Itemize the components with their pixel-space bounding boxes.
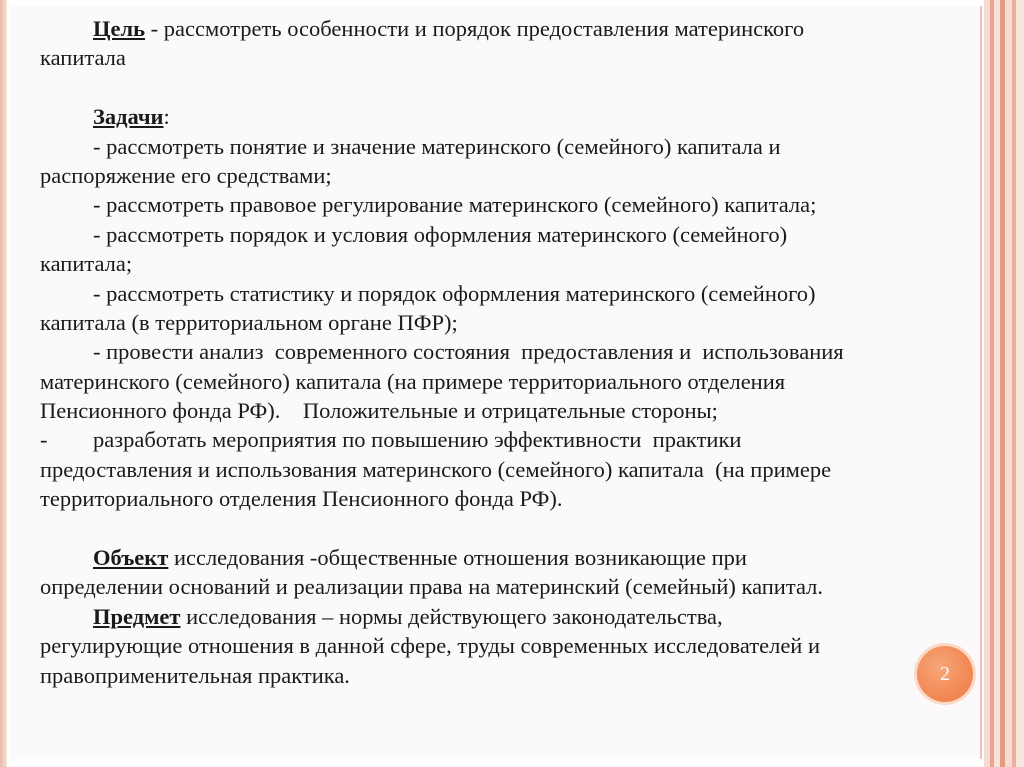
goal-line-1 xyxy=(40,14,952,43)
tasks-label: Задачи xyxy=(93,104,164,130)
task-line-11: - разработать мероприятия по повышению эффективности практики xyxy=(40,427,742,453)
goal-label: Цель xyxy=(93,16,146,41)
task-line-12: предоставления и использования материнского (семейного) капитала (на примере xyxy=(40,456,832,482)
right-stripes-decoration xyxy=(984,0,1024,767)
tasks-heading xyxy=(40,102,952,131)
tasks-colon: : xyxy=(163,104,170,130)
task-line-13: территориального отделения Пенсионного фонда РФ). xyxy=(40,486,563,512)
object-line-2: определении оснований и реализации права на материнский (семейный) капитал. xyxy=(40,574,823,600)
task-line-10: Пенсионного фонда РФ). Положительные и отрицательные стороны; xyxy=(40,398,718,424)
task-line-9: материнского (семейного) капитала (на примере территориального отделения xyxy=(40,368,786,394)
goal-line-2: капитала xyxy=(40,45,126,71)
goal-text-1: - рассмотреть особенности и порядок предоставления материнского xyxy=(145,16,805,41)
left-edge-decoration xyxy=(0,0,7,767)
page-number-badge: 2 xyxy=(917,646,973,702)
task-line-3: - рассмотреть правовое регулирование материнского (семейного) капитала; xyxy=(93,192,817,218)
task-line-8: - провести анализ современного состояния предоставления и использования xyxy=(93,339,844,365)
task-line-2: распоряжение его средствами; xyxy=(40,162,332,188)
task-line-7: капитала (в территориальном органе ПФР); xyxy=(40,309,458,335)
subject-line-2: регулирующие отношения в данной сфере, труды современных исследователей и xyxy=(40,633,821,659)
slide-content xyxy=(40,14,952,690)
subject-line-3: правоприменительная практика. xyxy=(40,662,350,688)
task-line-5: капитала; xyxy=(40,251,133,277)
object-label: Объект xyxy=(93,545,169,571)
task-line-1: - рассмотреть понятие и значение материнского (семейного) капитала и xyxy=(93,133,781,159)
object-line-1: Объект исследования -общественные отношения возникающие при xyxy=(93,545,747,571)
task-line-6: - рассмотреть статистику и порядок оформления материнского (семейного) xyxy=(93,280,816,306)
subject-label: Предмет xyxy=(93,603,181,629)
task-line-4: - рассмотреть порядок и условия оформления материнского (семейного) xyxy=(93,221,788,247)
subject-line-1: Предмет исследования – нормы действующего законодательства, xyxy=(93,603,723,629)
